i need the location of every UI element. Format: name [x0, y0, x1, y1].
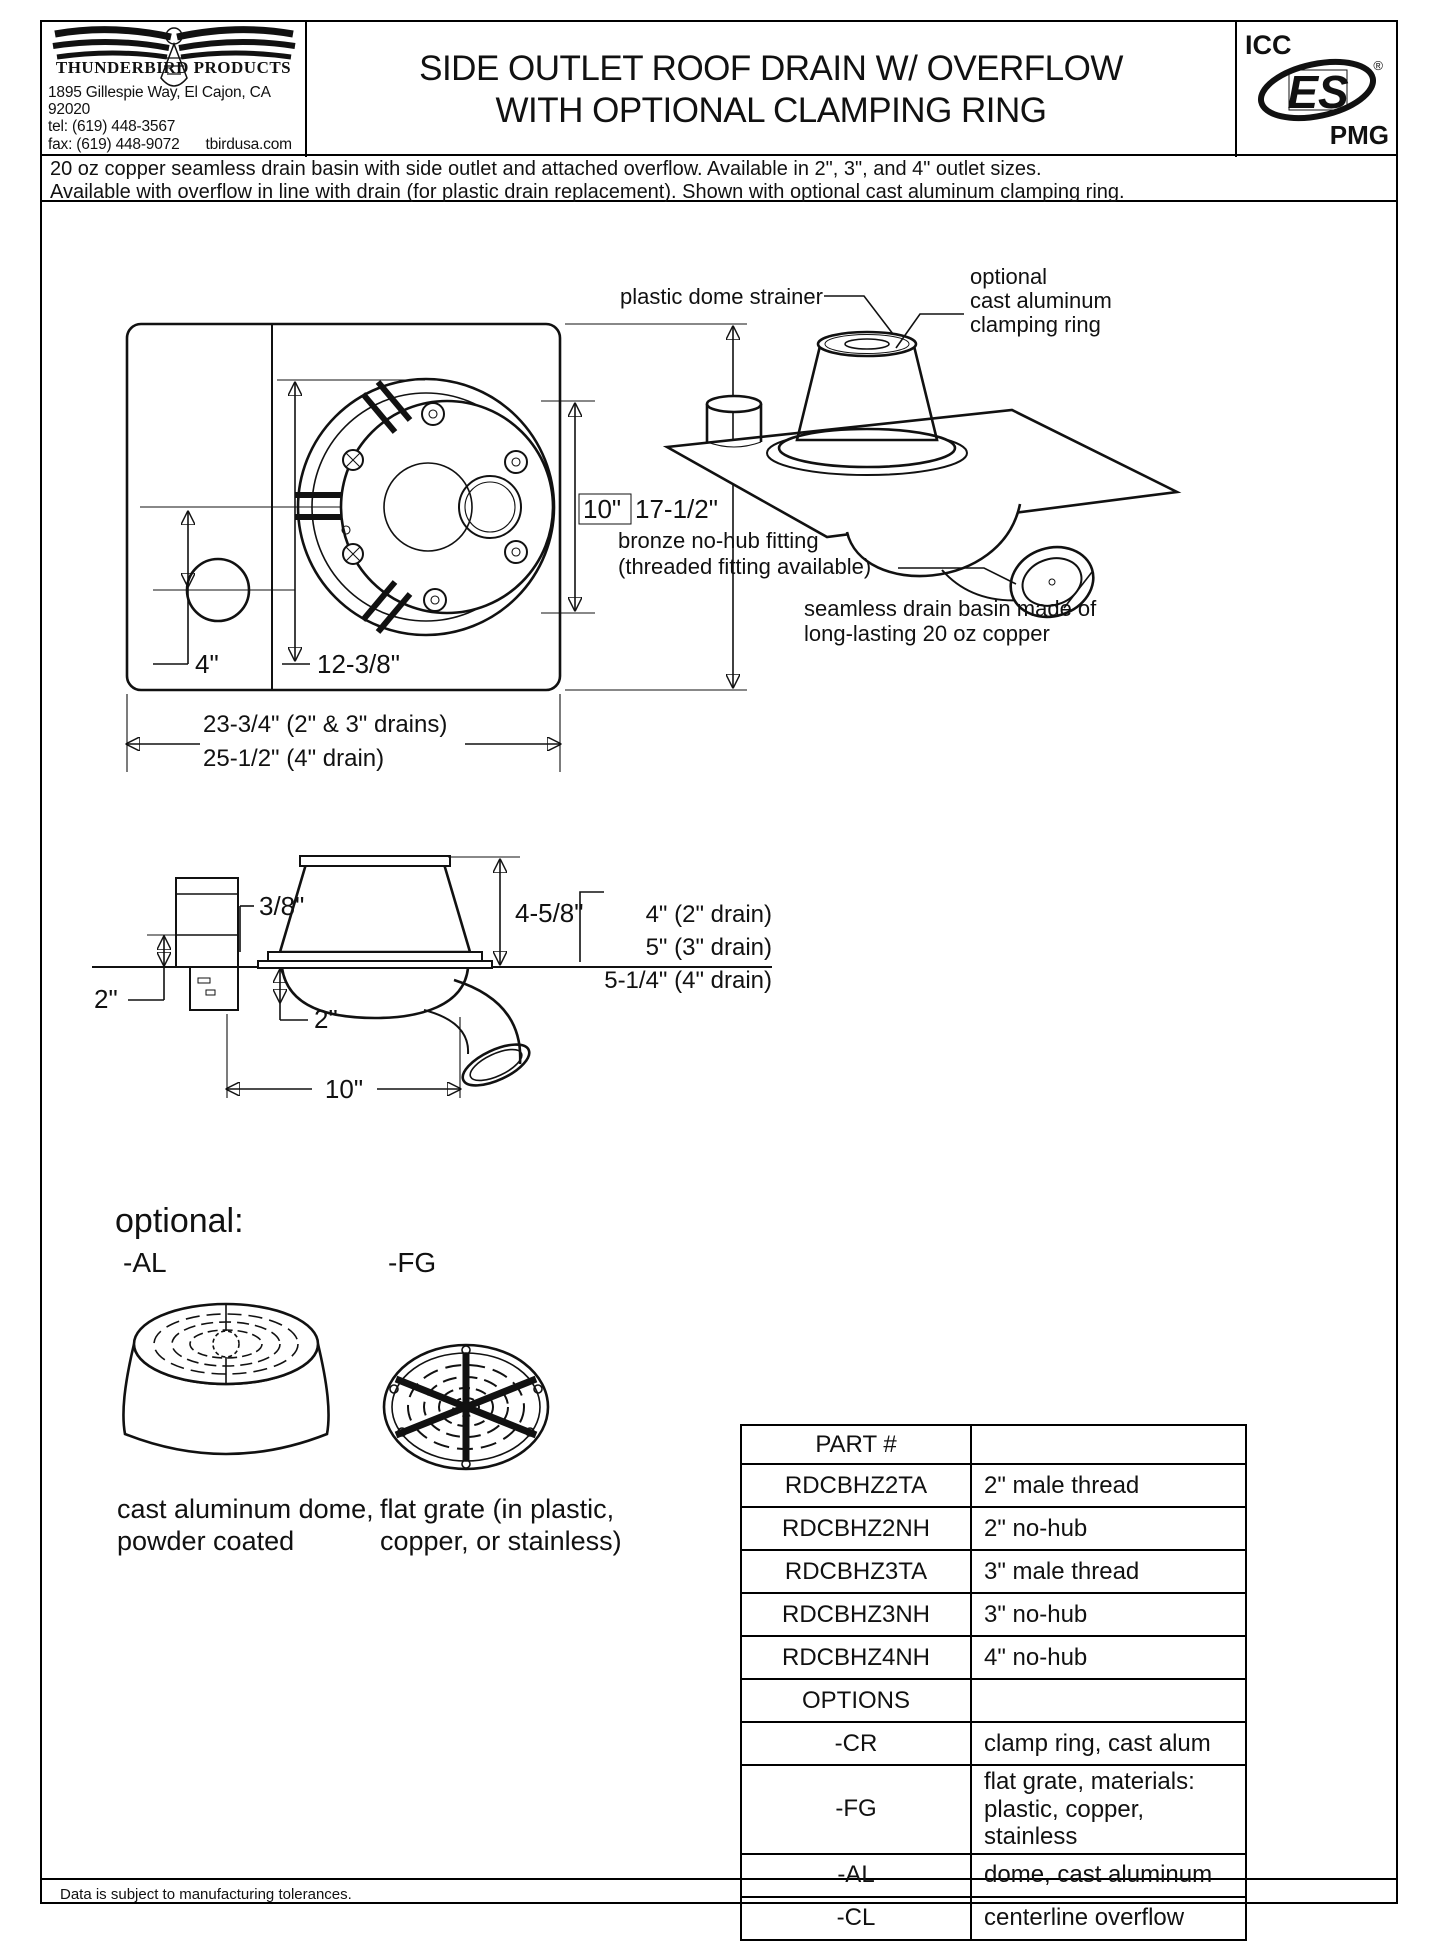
option-code-al: -AL [123, 1247, 167, 1278]
dim-width-25-1-2: 25-1/2" (4" drain) [203, 745, 385, 772]
label-basin-1: seamless drain basin made of [804, 596, 1097, 621]
title-line-1: SIDE OUTLET ROOF DRAIN W/ OVERFLOW [419, 49, 1123, 89]
dim-4-5-8in: 4-5/8" [515, 898, 584, 928]
drain-basin-side [282, 968, 468, 1018]
company-logo-box [42, 22, 307, 157]
dim-10in-side: 10" [324, 1074, 364, 1104]
al-caption: cast aluminum dome, powder coated [117, 1494, 374, 1556]
company-tel: tel: (619) 448-3567 [48, 118, 176, 136]
parts-table [740, 1424, 1247, 1941]
company-contact [48, 84, 305, 153]
dim-3-8in: 3/8" [259, 891, 305, 921]
label-ring-optional: optional [970, 264, 1048, 289]
description-line-2: Available with overflow in line with drain (for plastic drain replacement). Shown with optional cast aluminum clamping ring. [50, 181, 1125, 203]
footer-note: Data is subject to manufacturing tolerances. [42, 1878, 1396, 1906]
clamping-ring-side [268, 952, 482, 961]
svg-text:ES: ES [1287, 66, 1349, 118]
lug-icon [505, 451, 527, 473]
height-3in-drain: 5" (3" drain) [645, 934, 772, 961]
dim-width-23-3-4: 23-3/4" (2" & 3" drains) [203, 711, 448, 738]
table-row: -CL centerline overflow [741, 1897, 1246, 1940]
dome-strainer-side [280, 864, 470, 952]
icc-es-pmg-badge [1235, 22, 1396, 157]
height-4in-drain: 5-1/4" (4" drain) [604, 967, 772, 994]
option-code-fg: -FG [388, 1247, 437, 1278]
optional-heading: optional: [115, 1202, 244, 1240]
outlet-coupling [457, 1036, 535, 1094]
company-address: 1895 Gillespie Way, El Cajon, CA 92020 [48, 83, 270, 118]
roof-flange-plate [667, 410, 1177, 537]
lug-icon [422, 403, 444, 425]
table-row: -AL dome, cast aluminum [741, 1854, 1246, 1897]
flat-grate-image [380, 1337, 552, 1477]
description-line-1: 20 oz copper seamless drain basin with side outlet and attached overflow. Available in 2", 3", and 4" outlet sizes. [50, 158, 1042, 180]
table-row: RDCBHZ2NH 2" no-hub [741, 1507, 1246, 1550]
overflow-standpipe-side [176, 878, 238, 1010]
table-header-row [741, 1425, 1246, 1464]
side-view-drawing [72, 802, 832, 1132]
icc-es-pmg-logo-icon [1237, 22, 1396, 152]
cast-aluminum-dome-image [117, 1282, 335, 1487]
dim-4in: 4" [195, 649, 219, 679]
company-fax: fax: (619) 448-9072 [48, 135, 180, 153]
svg-text:PMG: PMG [1329, 120, 1389, 150]
dim-12-3-8in: 12-3/8" [317, 649, 400, 679]
table-row: -FG flat grate, materials: plastic, copper, stainless [741, 1765, 1246, 1854]
table-row: -CR clamp ring, cast alum [741, 1722, 1246, 1765]
height-2in-drain: 4" (2" drain) [645, 901, 772, 928]
screw-icon [343, 544, 363, 564]
company-name: THUNDERBIRD PRODUCTS [55, 58, 292, 77]
lug-icon [424, 589, 446, 611]
svg-text:ICC: ICC [1245, 30, 1292, 60]
label-ring-material: cast aluminum [970, 288, 1112, 313]
label-ring-name: clamping ring [970, 312, 1101, 337]
spec-sheet [40, 20, 1398, 1932]
dim-2in-left: 2" [94, 984, 118, 1014]
dim-2in-mid: 2" [314, 1004, 338, 1034]
label-dome-strainer: plastic dome strainer [620, 284, 823, 309]
dim-10in: 10" [583, 494, 622, 524]
col-header-part: PART # [741, 1425, 971, 1464]
title-line-2: WITH OPTIONAL CLAMPING RING [495, 90, 1047, 130]
lug-icon [505, 541, 527, 563]
page-title [307, 22, 1235, 157]
isometric-view-drawing [612, 252, 1398, 672]
table-row-options: OPTIONS [741, 1679, 1246, 1722]
table-row: RDCBHZ2TA 2" male thread [741, 1464, 1246, 1507]
table-row: RDCBHZ4NH 4" no-hub [741, 1636, 1246, 1679]
label-fitting-2: (threaded fitting available) [618, 554, 872, 579]
clamping-ring [779, 429, 955, 467]
svg-text:®: ® [1373, 58, 1383, 73]
fg-caption: flat grate (in plastic, copper, or stainless) [380, 1494, 622, 1556]
table-row: RDCBHZ3TA 3" male thread [741, 1550, 1246, 1593]
screw-icon [343, 450, 363, 470]
dim-17-1-2in: 17-1/2" [635, 494, 718, 524]
product-description [42, 154, 1396, 202]
label-basin-2: long-lasting 20 oz copper [804, 621, 1050, 646]
company-website: tbirdusa.com [205, 135, 292, 153]
header [42, 22, 1396, 154]
table-row: RDCBHZ3NH 3" no-hub [741, 1593, 1246, 1636]
label-fitting-1: bronze no-hub fitting [618, 528, 819, 553]
